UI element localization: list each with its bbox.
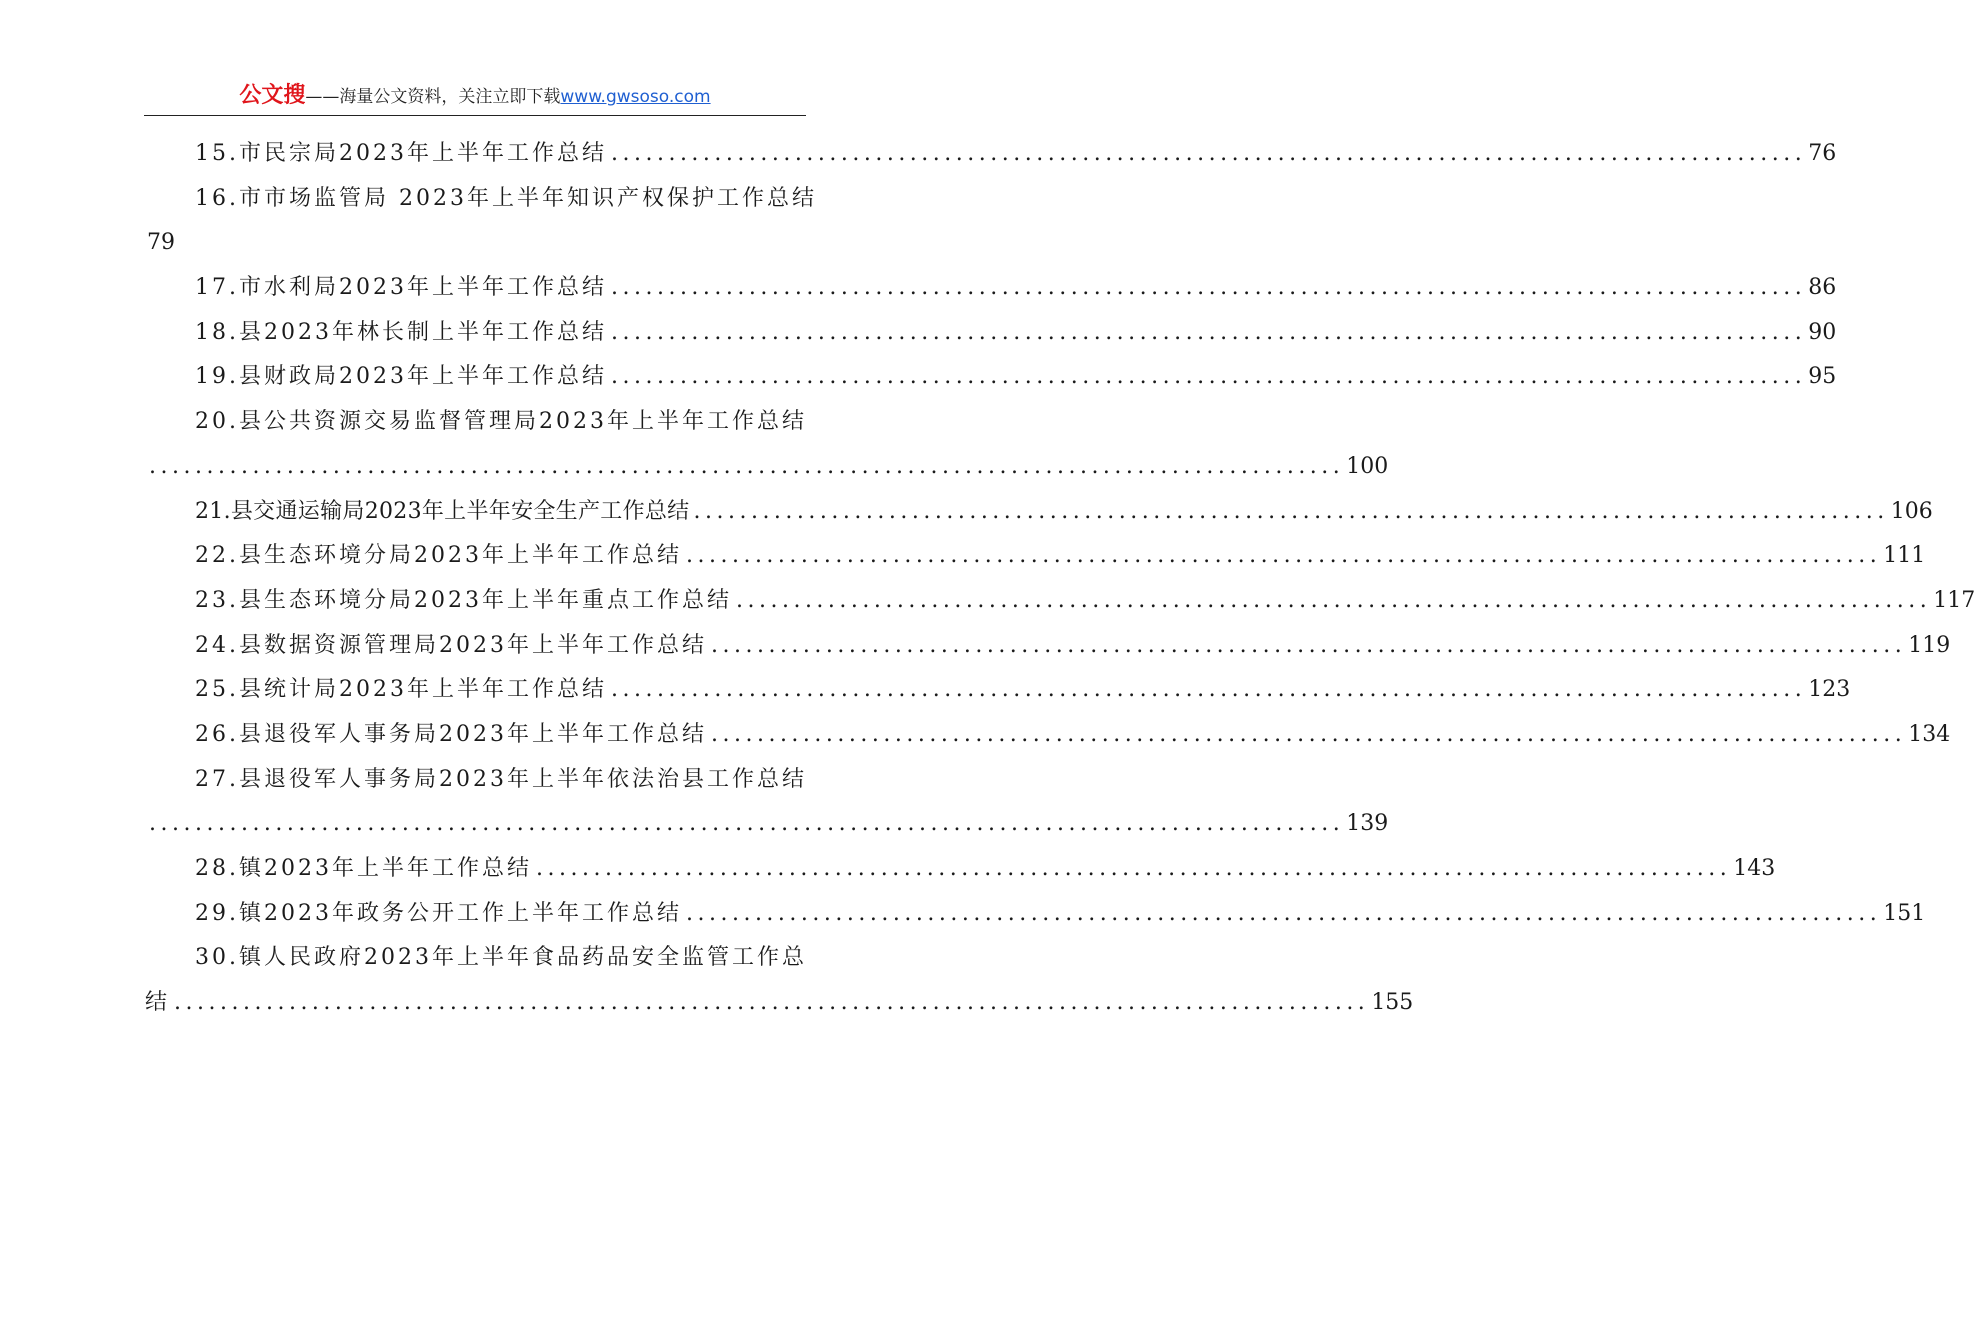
toc-entry[interactable] <box>145 624 1951 669</box>
toc-page-number: 79 <box>147 230 175 256</box>
toc-leader-dots: ........................................................................................................ <box>535 856 1732 881</box>
toc-entry[interactable] <box>145 892 1926 937</box>
toc-page-number: 119 <box>1908 632 1951 658</box>
toc-entry-title: 30.镇人民政府2023年上半年食品药品安全监管工作总 <box>195 945 807 971</box>
toc-entry[interactable] <box>145 579 1975 624</box>
brand-logo-text: 公文搜 <box>239 83 306 108</box>
toc-entry[interactable] <box>145 534 1926 579</box>
toc-leader-dots: ........................................................................................................ <box>610 319 1807 345</box>
toc-page-number: 111 <box>1883 543 1926 569</box>
toc-leader-dots: ........................................................................................................ <box>174 990 1370 1016</box>
toc-entry-continuation[interactable] <box>145 802 1389 847</box>
toc-entry-title-continued: 结 <box>145 990 171 1016</box>
toc-entry-title: 17.市水利局2023年上半年工作总结 <box>195 275 607 301</box>
table-of-contents <box>145 132 1975 1026</box>
toc-page-number: 86 <box>1808 275 1837 301</box>
toc-entry-title: 21.县交通运输局2023年上半年安全生产工作总结 <box>195 498 690 524</box>
toc-entry-title: 27.县退役军人事务局2023年上半年依法治县工作总结 <box>195 766 807 792</box>
toc-entry[interactable] <box>145 400 806 445</box>
toc-entry-title: 22.县生态环境分局2023年上半年工作总结 <box>195 543 682 569</box>
toc-entry-title: 20.县公共资源交易监督管理局2023年上半年工作总结 <box>195 409 807 435</box>
page-header <box>144 82 806 111</box>
toc-entry[interactable] <box>145 355 1837 400</box>
toc-leader-dots: ........................................................................................................ <box>610 275 1807 301</box>
toc-page-number: 100 <box>1346 453 1389 479</box>
toc-leader-dots: ........................................................................................................ <box>710 721 1907 747</box>
toc-entry-continuation[interactable] <box>145 221 806 266</box>
toc-leader-dots: ........................................................................................................ <box>610 364 1807 390</box>
toc-entry-title: 29.镇2023年政务公开工作上半年工作总结 <box>195 900 682 926</box>
toc-leader-dots: ........................................................................................................ <box>610 677 1807 703</box>
toc-entry-title: 16.市市场监管局 2023年上半年知识产权保护工作总结 <box>195 185 817 211</box>
toc-entry-title: 26.县退役军人事务局2023年上半年工作总结 <box>195 721 707 747</box>
toc-entry-title: 28.镇2023年上半年工作总结 <box>195 856 532 881</box>
toc-page-number: 143 <box>1733 856 1776 881</box>
toc-entry[interactable] <box>145 132 1837 177</box>
toc-leader-dots: ........................................................................................................ <box>693 498 1889 524</box>
toc-leader-dots: ........................................................................................................ <box>685 543 1882 569</box>
toc-page-number: 76 <box>1808 141 1837 166</box>
toc-leader-dots: ........................................................................................................ <box>685 900 1882 926</box>
toc-entry[interactable] <box>145 490 1933 535</box>
header-tagline: ——海量公文资料，关注立即下载 <box>305 87 561 107</box>
toc-entry-continuation[interactable] <box>145 445 1389 490</box>
toc-entry-title: 25.县统计局2023年上半年工作总结 <box>195 677 607 703</box>
toc-entry-continuation[interactable] <box>145 981 1414 1026</box>
toc-page-number: 95 <box>1808 364 1837 390</box>
toc-page-number: 106 <box>1890 498 1933 524</box>
toc-page-number: 151 <box>1883 900 1926 926</box>
toc-leader-dots: ........................................................................................................ <box>149 811 1345 837</box>
toc-entry[interactable] <box>145 847 1776 892</box>
toc-entry-title: 19.县财政局2023年上半年工作总结 <box>195 364 607 390</box>
toc-leader-dots: ........................................................................................................ <box>149 453 1345 479</box>
header-divider <box>144 115 806 116</box>
toc-page-number: 123 <box>1808 677 1851 703</box>
toc-entry-title: 24.县数据资源管理局2023年上半年工作总结 <box>195 632 707 658</box>
toc-entry-title: 23.县生态环境分局2023年上半年重点工作总结 <box>195 587 732 613</box>
toc-entry[interactable] <box>145 936 806 981</box>
toc-page-number: 155 <box>1371 990 1414 1016</box>
toc-entry[interactable] <box>145 266 1837 311</box>
toc-entry[interactable] <box>145 311 1837 356</box>
toc-entry-title: 18.县2023年林长制上半年工作总结 <box>195 319 607 345</box>
toc-page-number: 134 <box>1908 721 1951 747</box>
toc-entry[interactable] <box>145 668 1851 713</box>
toc-page-number: 139 <box>1346 811 1389 837</box>
toc-entry-title: 15.市民宗局2023年上半年工作总结 <box>195 141 607 166</box>
toc-entry[interactable] <box>145 177 817 222</box>
toc-entry[interactable] <box>145 713 1951 758</box>
website-link[interactable]: www.gwsoso.com <box>560 87 711 107</box>
toc-page-number: 90 <box>1808 319 1837 345</box>
toc-leader-dots: ........................................................................................................ <box>710 632 1907 658</box>
toc-leader-dots: ........................................................................................................ <box>735 587 1932 613</box>
toc-page-number: 117 <box>1933 587 1975 613</box>
toc-leader-dots: ........................................................................................................ <box>610 141 1807 166</box>
toc-entry[interactable] <box>145 758 806 803</box>
